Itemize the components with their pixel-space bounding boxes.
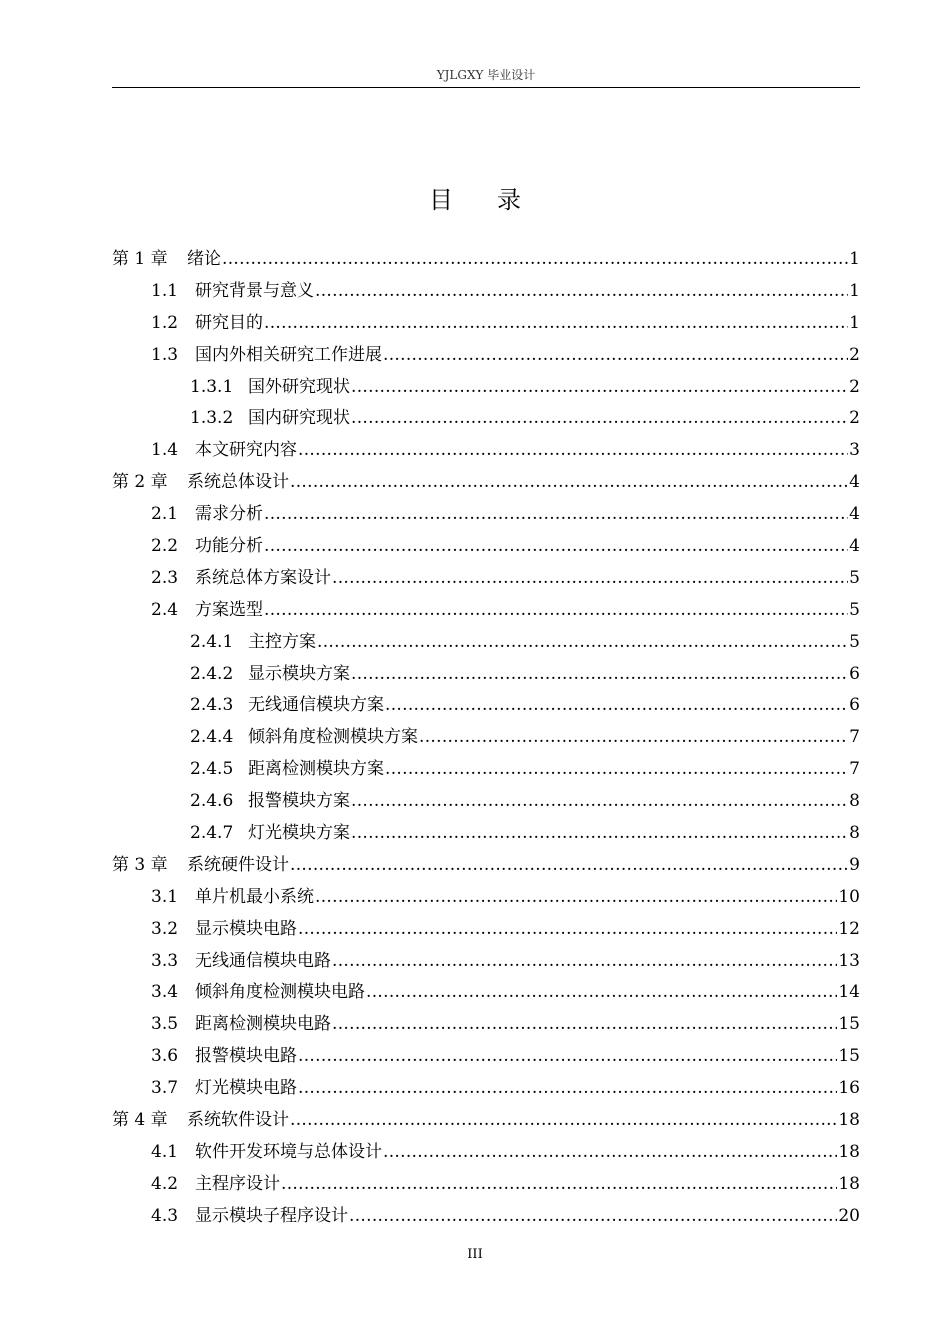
toc-entry[interactable]	[112, 914, 860, 946]
toc-entry-label: 本文研究内容	[195, 440, 297, 461]
toc-entry-label: 需求分析	[195, 504, 263, 525]
toc-leader-dots	[332, 951, 837, 971]
toc-entry-label: 报警模块电路	[195, 1046, 297, 1067]
toc-leader-dots	[383, 1142, 837, 1162]
toc-entry[interactable]	[112, 754, 860, 786]
toc-entry[interactable]	[112, 531, 860, 563]
toc-entry-label: 倾斜角度检测模块方案	[248, 727, 418, 748]
toc-entry-page: 5	[849, 631, 860, 652]
toc-entry-label: 显示模块方案	[248, 663, 350, 684]
toc-entry-page: 2	[849, 408, 860, 429]
toc-entry-page: 3	[849, 440, 860, 461]
toc-entry-number: 第 4 章	[112, 1110, 168, 1131]
toc-entry-number: 2.4.1	[190, 631, 234, 652]
toc-entry-number: 2.4.3	[190, 695, 234, 716]
toc-entry-number: 2.4.6	[190, 791, 234, 812]
toc-entry-page: 8	[849, 823, 860, 844]
toc-entry-page: 5	[849, 599, 860, 620]
toc-entry-label: 单片机最小系统	[195, 886, 314, 907]
toc-entry[interactable]	[112, 244, 860, 276]
toc-leader-dots	[290, 472, 848, 492]
toc-entry[interactable]	[112, 435, 860, 467]
toc-entry[interactable]	[112, 722, 860, 754]
toc-entry-page: 4	[849, 472, 860, 493]
toc-leader-dots	[222, 249, 848, 269]
toc-entry-label: 倾斜角度检测模块电路	[195, 982, 365, 1003]
toc-entry-page: 9	[849, 854, 860, 875]
toc-leader-dots	[298, 919, 837, 939]
toc-entry-page: 16	[838, 1078, 860, 1099]
toc-title: 目录	[429, 186, 565, 214]
toc-entry[interactable]	[112, 1137, 860, 1169]
toc-entry[interactable]	[112, 372, 860, 404]
toc-entry-page: 2	[849, 376, 860, 397]
toc-entry[interactable]	[112, 627, 860, 659]
toc-entry-number: 第 1 章	[112, 249, 168, 269]
toc-leader-dots	[298, 1046, 837, 1066]
toc-leader-dots	[290, 855, 848, 875]
toc-entry-label: 研究背景与意义	[195, 280, 314, 301]
toc-entry[interactable]	[112, 946, 860, 978]
toc-entry-page: 6	[849, 695, 860, 716]
toc-entry-label: 距离检测模块方案	[248, 759, 384, 780]
toc-entry-number: 1.1	[151, 280, 179, 301]
toc-entry-page: 18	[838, 1110, 860, 1131]
toc-entry-label: 无线通信模块电路	[195, 950, 331, 971]
toc-entry[interactable]	[112, 786, 860, 818]
toc-entry-label: 无线通信模块方案	[248, 695, 384, 716]
toc-entry-label: 国内研究现状	[248, 408, 350, 429]
toc-entry-label: 国外研究现状	[248, 376, 350, 397]
toc-leader-dots	[351, 823, 848, 843]
toc-entry[interactable]	[112, 276, 860, 308]
toc-entry-number: 2.4.2	[190, 663, 234, 684]
toc-leader-dots	[366, 982, 837, 1002]
toc-entry-label: 显示模块子程序设计	[195, 1205, 348, 1226]
toc-leader-dots	[385, 695, 848, 715]
toc-entry-number: 2.4.7	[190, 823, 234, 844]
toc-entry-number: 4.1	[151, 1141, 179, 1162]
toc-entry[interactable]	[112, 977, 860, 1009]
toc-entry[interactable]	[112, 563, 860, 595]
toc-entry[interactable]	[112, 1201, 860, 1233]
toc-entry-number: 第 2 章	[112, 472, 168, 493]
toc-entry[interactable]	[112, 659, 860, 691]
toc-leader-dots	[264, 536, 848, 556]
page-number: III	[467, 1247, 483, 1262]
toc-leader-dots	[290, 1110, 837, 1130]
toc-leader-dots	[298, 1078, 837, 1098]
page-header: YJLGXY 毕业设计	[436, 68, 536, 82]
toc-entry[interactable]	[112, 882, 860, 914]
toc-leader-dots	[332, 568, 848, 588]
toc-entry-label: 报警模块方案	[248, 791, 350, 812]
toc-entry-page: 8	[849, 791, 860, 812]
toc-entry-page: 4	[849, 504, 860, 525]
toc-leader-dots	[383, 345, 848, 365]
toc-leader-dots	[264, 600, 848, 620]
toc-leader-dots	[315, 281, 848, 301]
toc-entry-page: 12	[838, 918, 860, 939]
toc-entry-page: 18	[838, 1141, 860, 1162]
toc-entry-number: 1.3.1	[190, 376, 234, 397]
toc-entry-label: 绪论	[187, 249, 221, 269]
toc-entry-number: 3.3	[151, 950, 179, 971]
toc-entry-page: 15	[838, 1014, 860, 1035]
toc-entry-number: 2.1	[151, 504, 179, 525]
toc-entry-number: 1.4	[151, 440, 179, 461]
toc-entry-page: 10	[838, 886, 860, 907]
toc-entry-label: 系统总体方案设计	[195, 567, 331, 588]
toc-entry-page: 1	[849, 280, 860, 301]
toc-entry-number: 3.7	[151, 1078, 179, 1099]
toc-entry-number: 2.4.5	[190, 759, 234, 780]
toc-leader-dots	[419, 727, 848, 747]
table-of-contents	[112, 244, 860, 1233]
toc-entry[interactable]	[112, 595, 860, 627]
toc-entry[interactable]	[112, 1041, 860, 1073]
toc-entry-page: 4	[849, 536, 860, 557]
toc-entry-page: 1	[849, 249, 860, 269]
toc-leader-dots	[349, 1206, 837, 1226]
toc-leader-dots	[317, 632, 848, 652]
toc-entry-label: 国内外相关研究工作进展	[195, 344, 382, 365]
toc-entry-label: 方案选型	[195, 599, 263, 620]
toc-leader-dots	[281, 1174, 837, 1194]
toc-entry-page: 1	[849, 312, 860, 333]
toc-entry[interactable]	[112, 1073, 860, 1105]
header-rule	[112, 87, 860, 88]
toc-entry-number: 2.4.4	[190, 727, 234, 748]
toc-entry[interactable]	[112, 850, 860, 882]
toc-entry-number: 3.1	[151, 886, 179, 907]
toc-leader-dots	[351, 377, 848, 397]
toc-entry-number: 3.2	[151, 918, 179, 939]
toc-entry-page: 20	[838, 1205, 860, 1226]
toc-entry-number: 1.3	[151, 344, 179, 365]
toc-entry-number: 1.3.2	[190, 408, 234, 429]
toc-entry-number: 2.3	[151, 567, 179, 588]
toc-entry[interactable]	[112, 403, 860, 435]
toc-entry-label: 系统总体设计	[187, 472, 289, 493]
toc-entry-page: 5	[849, 567, 860, 588]
toc-entry[interactable]	[112, 1169, 860, 1201]
toc-leader-dots	[351, 408, 848, 428]
toc-entry[interactable]	[112, 818, 860, 850]
toc-entry-label: 软件开发环境与总体设计	[195, 1141, 382, 1162]
toc-entry-page: 14	[838, 982, 860, 1003]
toc-entry-label: 系统软件设计	[187, 1110, 289, 1131]
toc-entry-number: 第 3 章	[112, 854, 168, 875]
toc-leader-dots	[264, 313, 848, 333]
toc-leader-dots	[315, 887, 837, 907]
toc-entry-label: 研究目的	[195, 312, 263, 333]
toc-entry-number: 2.4	[151, 599, 179, 620]
toc-entry-label: 系统硬件设计	[187, 854, 289, 875]
toc-entry-number: 3.4	[151, 982, 179, 1003]
toc-entry[interactable]	[112, 308, 860, 340]
toc-entry-label: 功能分析	[195, 536, 263, 557]
toc-entry-page: 7	[849, 727, 860, 748]
toc-entry[interactable]	[112, 690, 860, 722]
toc-entry-page: 2	[849, 344, 860, 365]
toc-entry-page: 15	[838, 1046, 860, 1067]
toc-entry-number: 3.5	[151, 1014, 179, 1035]
toc-entry-label: 灯光模块方案	[248, 823, 350, 844]
toc-entry-page: 7	[849, 759, 860, 780]
toc-entry[interactable]	[112, 340, 860, 372]
toc-leader-dots	[351, 664, 848, 684]
toc-leader-dots	[385, 759, 848, 779]
toc-entry[interactable]	[112, 499, 860, 531]
toc-entry-label: 显示模块电路	[195, 918, 297, 939]
toc-entry-label: 距离检测模块电路	[195, 1014, 331, 1035]
toc-entry[interactable]	[112, 467, 860, 499]
toc-entry-number: 1.2	[151, 312, 179, 333]
toc-leader-dots	[264, 504, 848, 524]
toc-entry[interactable]	[112, 1105, 860, 1137]
toc-entry[interactable]	[112, 1009, 860, 1041]
toc-entry-label: 主程序设计	[195, 1173, 280, 1194]
toc-entry-label: 灯光模块电路	[195, 1078, 297, 1099]
toc-entry-label: 主控方案	[248, 631, 316, 652]
toc-entry-page: 18	[838, 1173, 860, 1194]
toc-entry-page: 13	[838, 950, 860, 971]
toc-leader-dots	[351, 791, 848, 811]
toc-leader-dots	[298, 440, 848, 460]
toc-entry-page: 6	[849, 663, 860, 684]
toc-entry-number: 3.6	[151, 1046, 179, 1067]
toc-entry-number: 4.3	[151, 1205, 179, 1226]
toc-entry-number: 4.2	[151, 1173, 179, 1194]
toc-entry-number: 2.2	[151, 536, 179, 557]
toc-leader-dots	[332, 1014, 837, 1034]
